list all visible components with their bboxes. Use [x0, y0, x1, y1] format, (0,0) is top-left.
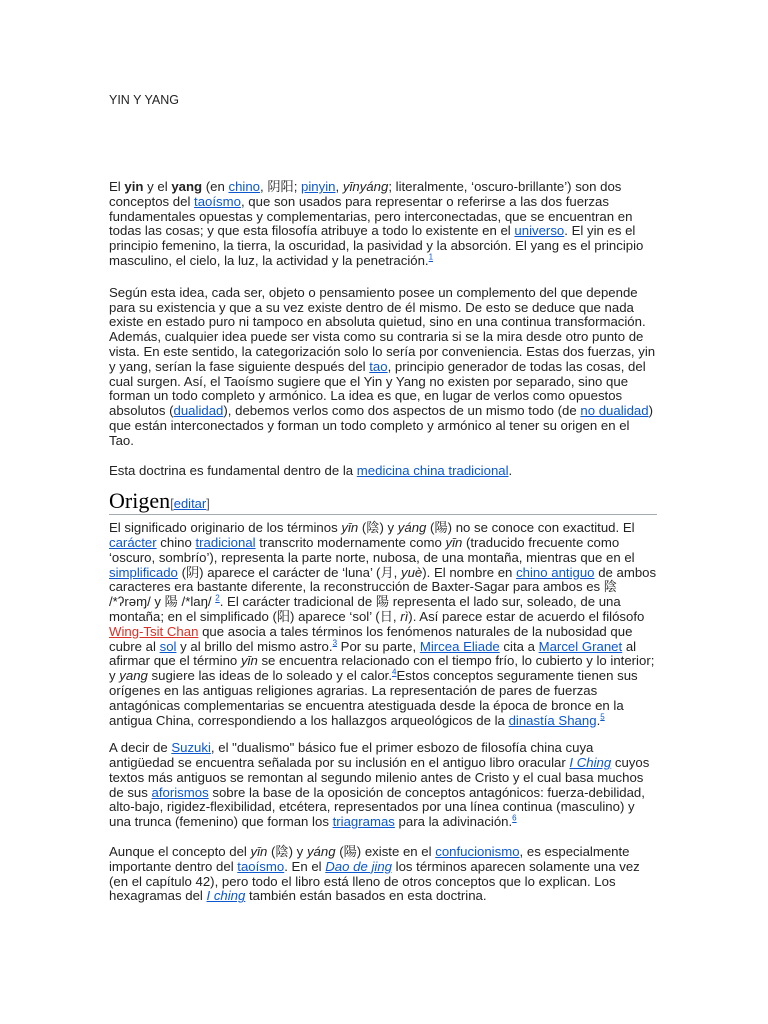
ref-6[interactable]: 6	[512, 813, 517, 823]
link-triagramas[interactable]: triagramas	[332, 814, 395, 830]
paragraph-intro	[109, 180, 657, 269]
link-chino-antiguo[interactable]: chino antiguo	[516, 564, 595, 580]
term-ri: rì	[400, 608, 409, 624]
text: (陰) y	[267, 844, 307, 860]
text: Por su parte,	[337, 638, 420, 654]
ref-2[interactable]: 2	[215, 593, 220, 603]
text: y el	[143, 179, 172, 194]
paragraph-suzuki	[109, 741, 657, 830]
term-yang: yang	[119, 668, 148, 684]
paragraph-confucionismo	[109, 845, 657, 904]
text: , es especialmente importante dentro del	[109, 844, 630, 874]
link-no-dualidad[interactable]: no dualidad	[580, 403, 649, 419]
text: Aunque el concepto del	[109, 844, 251, 860]
link-aforismos[interactable]: aforismos	[151, 784, 209, 800]
text: también están basados en esta doctrina.	[245, 888, 487, 904]
text: se encuentra relacionado con el tiempo frío, lo cubierto y lo interior; y	[109, 653, 655, 684]
ref-5[interactable]: 5	[600, 712, 605, 722]
text: .	[508, 462, 513, 478]
text: , 阴阳;	[260, 179, 302, 194]
ref-4[interactable]: 4	[392, 667, 397, 677]
section-heading-origen	[109, 488, 657, 515]
link-marcel-granet[interactable]: Marcel Granet	[538, 638, 623, 654]
ref-1[interactable]: 1	[428, 252, 434, 262]
term-yang: yáng	[397, 520, 427, 536]
link-i-ching[interactable]: I ching	[206, 888, 246, 904]
link-chino[interactable]: chino	[228, 179, 261, 194]
text: de ambos caracteres era bastante diferente, la reconstrucción de Baxter-Sagar para ambos es 陰 /*ʔrəɱ/ y 陽 /*laŋ/	[109, 564, 657, 610]
ref-3[interactable]: 3	[332, 638, 338, 648]
text: A decir de	[109, 740, 172, 756]
term-yin: yīn	[240, 653, 258, 669]
text: sugiere las ideas de lo soleado y el calor.	[147, 668, 392, 684]
term-yin: yīn	[341, 520, 359, 536]
link-dao-de-jing[interactable]: Dao de jing	[325, 858, 392, 874]
text: , principio generador de todas las cosas, del cual surgen. Así, el Taoísmo sugiere que el Yin y Yang no existen por separado, sino que forman un todo completo y armónico. La idea es que, en lugar de verlos como opuestos absolutos (	[109, 358, 646, 419]
section-title: Origen	[109, 488, 171, 514]
link-caracter[interactable]: carácter	[109, 534, 157, 550]
term-yue: yuè	[400, 564, 423, 580]
term-yang: yang	[171, 179, 203, 194]
text: (en	[202, 179, 229, 194]
text: . En el	[284, 858, 326, 874]
term-yin: yīn	[250, 844, 268, 860]
paragraph-origen	[109, 521, 657, 728]
text: (traducido frecuente como ‘oscuro, sombrío’), representa la parte norte, nubosa, de una montaña, mientras que en el	[109, 534, 635, 565]
text: cuyos textos más antiguos se remontan al segundo milenio antes de Cristo y el cual basa muchos de sus	[109, 755, 650, 800]
article-body	[109, 180, 657, 904]
text: Estos conceptos seguramente tienen sus orígenes en las antiguas religiones agrarias. La representación de pares de fuerzas antagónicas complementarias se encuentra atestiguada desde la época de bronce en la antigua China, correspondiendo a los hallazgos arqueológicos de la	[109, 668, 638, 728]
text: , el "dualismo" básico fue el primer esbozo de filosofía china cuya antigüedad se encuentra señalada por su inclusión en el antiguo libro oracular	[109, 740, 594, 771]
text: Esta doctrina es fundamental dentro de la	[109, 462, 357, 478]
text: que asocia a tales términos los fenómenos naturales de la nubosidad que cubre al	[109, 623, 633, 654]
link-tao[interactable]: tao	[369, 358, 388, 374]
link-confucionismo[interactable]: confucionismo	[435, 844, 520, 860]
text: , que son usados para representar o referirse a las dos fuerzas fundamentales opuestas y complementarias, pero interconectadas, que se encuentran en todas las cosas; y que esta filosofía atribuye a todo lo existente en el	[109, 193, 633, 239]
text: chino	[156, 534, 196, 550]
text: ,	[335, 179, 343, 194]
term-yin: yīn	[445, 534, 463, 550]
text: (陽) no se conoce con exactitud. El	[426, 520, 635, 536]
text: sobre la base de la oposición de conceptos antagónicos: fuerza-debilidad, alto-bajo, rigidez-flexibilidad, etcétera, representados por una línea continua (masculino) y una trunca (femenino) que forman los	[109, 784, 645, 830]
link-tradicional[interactable]: tradicional	[195, 534, 256, 550]
text: El	[109, 179, 125, 194]
text: ) que están interconectados y forman un todo completo y armónico al tener su origen en el Tao.	[109, 403, 653, 448]
paragraph-idea	[109, 286, 657, 449]
text: . El carácter tradicional de 陽 representa el lado sur, soleado, de una montaña; en el simplificado (阳) aparece ‘sol’ (日,	[109, 594, 621, 624]
link-pinyin[interactable]: pinyin	[301, 179, 336, 194]
edit-bracket-open: [	[170, 496, 174, 512]
paragraph-doctrina	[109, 464, 657, 479]
text: para la adivinación.	[394, 814, 513, 830]
text: ). El nombre en	[422, 564, 517, 580]
term-yang: yáng	[306, 844, 336, 860]
text: . El yin es el principio femenino, la tierra, la oscuridad, la pasividad y la absorción. El yang es el principio masculino, el cielo, la luz, la actividad y la penetración.	[109, 223, 644, 268]
link-suzuki[interactable]: Suzuki	[171, 740, 211, 756]
text: (陽) existe en el	[335, 844, 436, 860]
text: ), debemos verlos como dos aspectos de un mismo todo (de	[223, 403, 581, 419]
link-taoismo[interactable]: taoísmo	[194, 193, 241, 209]
text: al afirmar que el término	[109, 638, 637, 669]
link-universo[interactable]: universo	[514, 223, 565, 239]
link-dualidad[interactable]: dualidad	[173, 403, 224, 419]
link-medicina-china[interactable]: medicina china tradicional	[356, 462, 509, 478]
document-title: YIN Y YANG	[109, 93, 179, 107]
text: .	[596, 712, 601, 728]
term-yinyang: yīnyáng	[342, 179, 389, 194]
link-mircea-eliade[interactable]: Mircea Eliade	[419, 638, 500, 654]
text: y al brillo del mismo astro.	[176, 638, 333, 654]
text: ; literalmente, ‘oscuro-brillante’) son dos conceptos del	[109, 179, 622, 209]
edit-bracket-close: ]	[206, 496, 210, 512]
text: El significado originario de los términos	[109, 520, 342, 536]
link-dinastia-shang[interactable]: dinastía Shang	[508, 712, 597, 728]
text: Según esta idea, cada ser, objeto o pensamiento posee un complemento del que depende para su existencia y que a su vez existe dentro de él mismo. De esto se deduce que nada existe en estado puro ni tampoco en absoluta quietud, sino en una continua transformación. Además, cualquier idea puede ser vista como su contraria si se la mira desde otro punto de vista. En este sentido, la categorización solo lo sería por conveniencia. Estas dos fuerzas, yin y yang, serían la fase siguiente después del	[109, 284, 656, 374]
text: ). Así parece estar de acuerdo el filósofo	[408, 608, 645, 624]
text: (阴) aparece el carácter de ‘luna’ (月,	[177, 564, 401, 580]
term-yin: yin	[124, 179, 144, 194]
link-i-ching[interactable]: I Ching	[569, 755, 612, 771]
link-simplificado[interactable]: simplificado	[109, 564, 178, 580]
text: (陰) y	[358, 520, 398, 536]
link-sol[interactable]: sol	[159, 638, 177, 654]
link-wing-tsit-chan[interactable]: Wing-Tsit Chan	[109, 623, 199, 639]
text: transcrito modernamente como	[255, 534, 446, 550]
link-taoismo[interactable]: taoísmo	[237, 858, 285, 874]
text: cita a	[499, 638, 539, 654]
text: los términos aparecen solamente una vez (en el capítulo 42), pero todo el libro está lleno de otros conceptos que lo explican. Los hexagramas del	[109, 858, 640, 904]
edit-section-link[interactable]: editar	[173, 496, 207, 512]
